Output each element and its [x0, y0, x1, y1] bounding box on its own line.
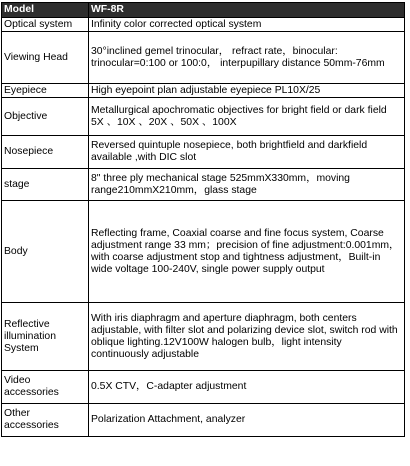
header-label: Model [2, 3, 89, 18]
header-model-value: WF-8R [89, 3, 405, 18]
row-value: Reversed quintuple nosepiece, both brightfield and darkfield available ,with DIC slot [89, 136, 405, 169]
row-label: Viewing Head [2, 32, 89, 84]
table-row [2, 201, 405, 303]
row-value: Polarization Attachment, analyzer [89, 404, 405, 437]
row-label: Body [2, 201, 89, 303]
spec-table [1, 2, 405, 437]
table-row [2, 18, 405, 32]
table-row [2, 371, 405, 404]
row-label: Other accessories [2, 404, 89, 437]
row-label: Video accessories [2, 371, 89, 404]
row-label: Objective [2, 98, 89, 136]
table-row [2, 84, 405, 98]
row-value: High eyepoint plan adjustable eyepiece PL10X/25 [89, 84, 405, 98]
row-value: With iris diaphragm and aperture diaphragm, both centers adjustable, with filter slot and polarizing device slot, switch rod with oblique lighting.12V100W halogen bulb，light intensity continuously adjustable [89, 303, 405, 371]
row-value: Metallurgical apochromatic objectives for bright field or dark field 5X 、10X 、20X 、50X 、100X [89, 98, 405, 136]
row-value: Reflecting frame, Coaxial coarse and fine focus system, Coarse adjustment range 33 mm；precision of fine adjustment:0.001mm，with coarse adjustment stop and tightness adjustment，Built-in wide voltage 100-240V, single power supply output [89, 201, 405, 303]
row-label: Nosepiece [2, 136, 89, 169]
row-label: Eyepiece [2, 84, 89, 98]
table-header-row [2, 3, 405, 18]
table-row [2, 303, 405, 371]
table-row [2, 98, 405, 136]
table-row [2, 32, 405, 84]
row-value: 30°inclined gemel trinocular， refract rate，binocular: trinocular=0:100 or 100:0， interpupillary distance 50mm-76mm [89, 32, 405, 84]
row-value: 0.5X CTV，C-adapter adjustment [89, 371, 405, 404]
row-label: Optical system [2, 18, 89, 32]
row-label: Reflective illumination System [2, 303, 89, 371]
table-row [2, 136, 405, 169]
table-row [2, 169, 405, 201]
row-value: Infinity color corrected optical system [89, 18, 405, 32]
table-row [2, 404, 405, 437]
row-value: 8" three ply mechanical stage 525mmX330mm，moving range210mmX210mm，glass stage [89, 169, 405, 201]
row-label: stage [2, 169, 89, 201]
